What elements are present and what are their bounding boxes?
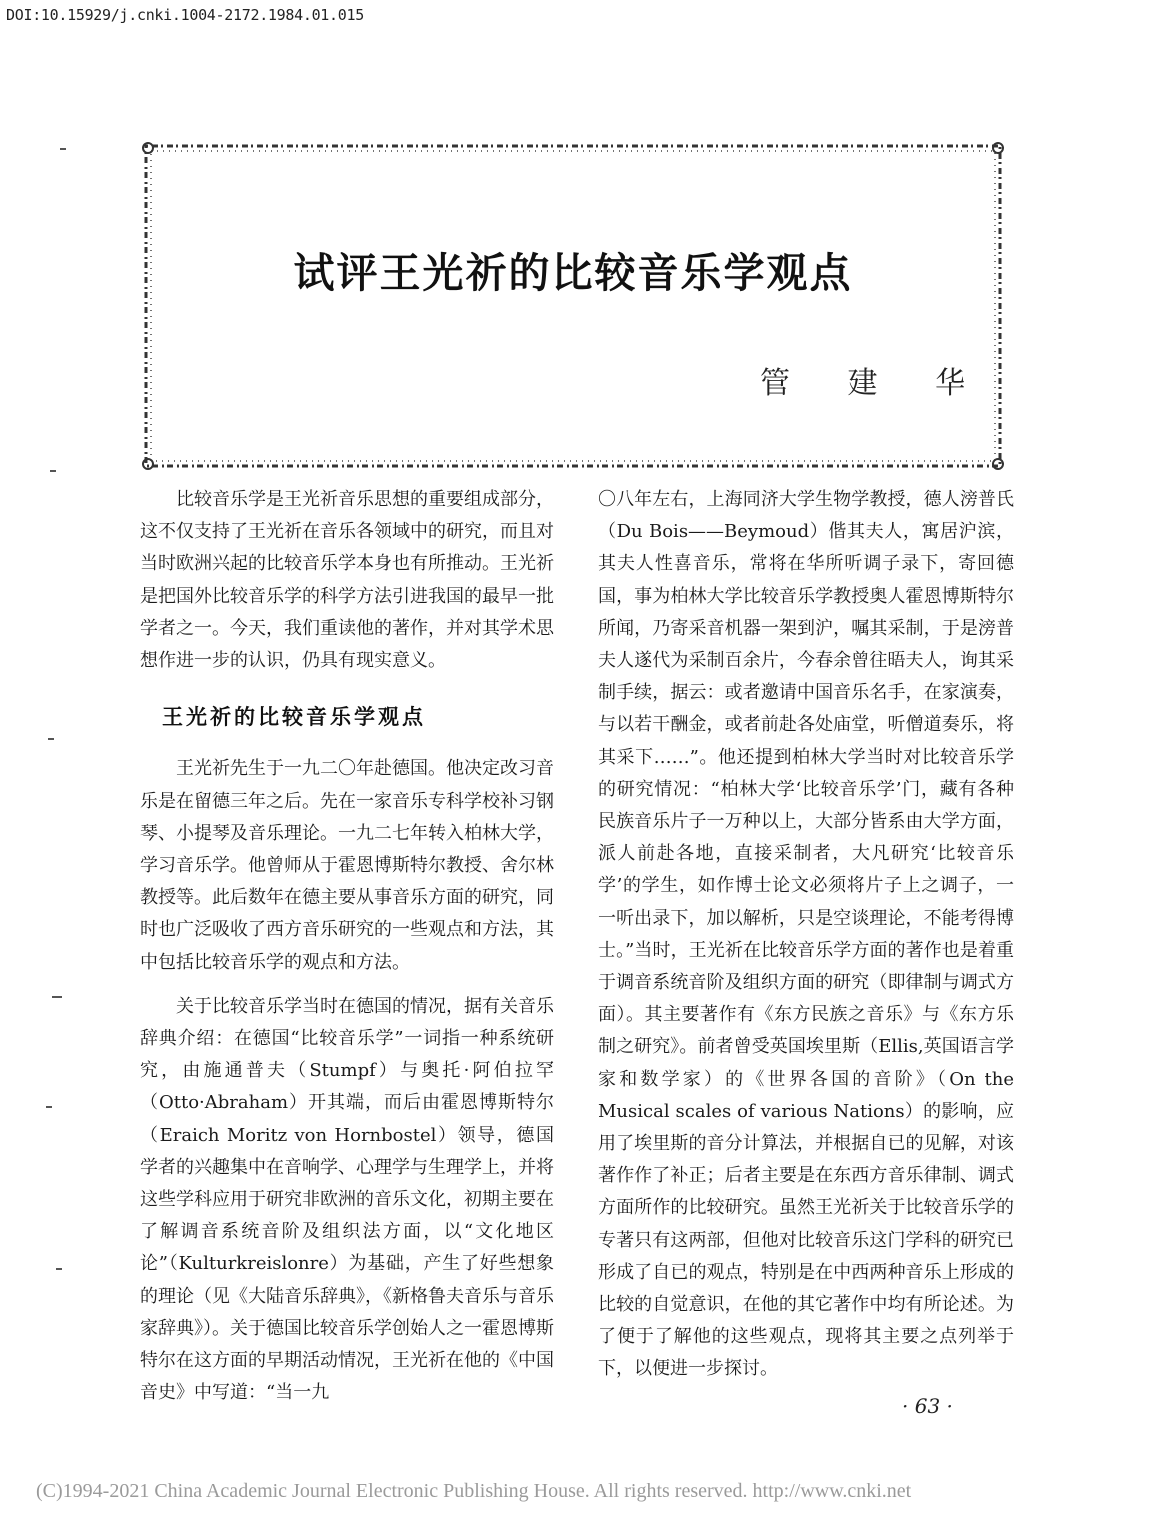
article-title: 试评王光祈的比较音乐学观点 (293, 249, 853, 297)
margin-speck (56, 1268, 62, 1270)
body-paragraph: 关于比较音乐学当时在德国的情况，据有关音乐辞典介绍：在德国“比较音乐学”一词指一种系统研究，由施通普夫（Stumpf）与奥托·阿伯拉罕（Otto·Abraham）开其端，而后由霍恩博斯特尔（Eraich Moritz von Hornbostel）领导，德国学者的兴趣集中在音响学、心理学与生理学上，并将这些学科应用于研究非欧洲的音乐文化，初期主要在了解调音系统音阶及组织法方面，以“文化地区论”（Kulturkreislonre）为基础，产生了好些想象的理论（见《大陆音乐辞典》，《新格鲁夫音乐与音乐家辞典》）。关于德国比较音乐学创始人之一霍恩博斯特尔在这方面的早期活动情况，王光祈在他的《中国音史》中写道：“当一九 (140, 995, 554, 1404)
section-heading: 王光祈的比较音乐学观点 (162, 705, 426, 730)
doi-header: DOI:10.15929/j.cnki.1004-2172.1984.01.015 (6, 6, 364, 24)
margin-speck (50, 470, 56, 472)
article-author: 管 建 华 (760, 366, 990, 401)
margin-speck (52, 996, 62, 998)
copyright-footer: (C)1994-2021 China Academic Journal Electronic Publishing House. All rights reserved. http://www.cnki.net (36, 1480, 912, 1502)
margin-speck (60, 148, 66, 150)
margin-speck (48, 738, 54, 740)
intro-paragraph: 比较音乐学是王光祈音乐思想的重要组成部分，这不仅支持了王光祈在音乐各领域中的研究，而且对当时欧洲兴起的比较音乐学本身也有所推动。王光祈是把国外比较音乐学的科学方法引进我国的最早一批学者之一。今天，我们重读他的著作，并对其学术思想作进一步的认识，仍具有现实意义。 (140, 489, 554, 672)
ornament-border-icon (140, 140, 1006, 472)
title-ornamental-frame (140, 140, 1006, 472)
margin-speck (46, 1106, 52, 1108)
body-paragraph: 〇八年左右，上海同济大学生物学教授，德人滂普氏（Du Bois——Beymoud）偕其夫人，寓居沪滨，其夫人性喜音乐，常将在华所听调子录下，寄回德国，事为柏林大学比较音乐学教授奥人霍恩博斯特尔所闻，乃寄采音机器一架到沪，嘱其采制，于是滂普夫人遂代为采制百余片，今春余曾往晤夫人，询其采制手续，据云：或者邀请中国音乐名手，在家演奏，与以若干酬金，或者前赴各处庙堂，听僧道奏乐，将其采下……”。他还提到柏林大学当时对比较音乐学的研究情况：“柏林大学‘比较音乐学’门，藏有各种民族音乐片子一万种以上，大部分皆系由大学方面，派人前赴各地，直接采制者，大凡研究‘比较音乐学’的学生，如作博士论文必须将片子上之调子，一一听出录下，加以解析，只是空谈理论，不能考得博士。”当时，王光祈在比较音乐学方面的著作也是着重于调音系统音阶及组织方面的研究（即律制与调式方面）。其主要著作有《东方民族之音乐》与《东方乐制之研究》。前者曾受英国埃里斯（Ellis,英国语言学家和数学家）的《世界各国的音阶》（On the Musical scales of various Nations）的影响，应用了埃里斯的音分计算法，并根据自已的见解，对该著作作了补正；后者主要是在东西方音乐律制、调式方面所作的比较研究。虽然王光祈关于比较音乐学的专著只有这两部，但他对比较音乐这门学科的研究已形成了自已的观点，特别是在中西两种音乐上形成的比较的自觉意识，在他的其它著作中均有所论述。为了便于了解他的这些观点，现将其主要之点列举于下，以便进一步探讨。 (598, 489, 1014, 1380)
left-column (140, 484, 554, 1409)
right-column (598, 484, 1014, 1386)
page-number: · 63 · (902, 1394, 953, 1418)
body-paragraph: 王光祈先生于一九二〇年赴德国。他决定改习音乐是在留德三年之后。先在一家音乐专科学校补习钢琴、小提琴及音乐理论。一九二七年转入柏林大学，学习音乐学。他曾师从于霍恩博斯特尔教授、舍尔林教授等。此后数年在德主要从事音乐方面的研究，同时也广泛吸收了西方音乐研究的一些观点和方法，其中包括比较音乐学的观点和方法。 (140, 758, 554, 973)
